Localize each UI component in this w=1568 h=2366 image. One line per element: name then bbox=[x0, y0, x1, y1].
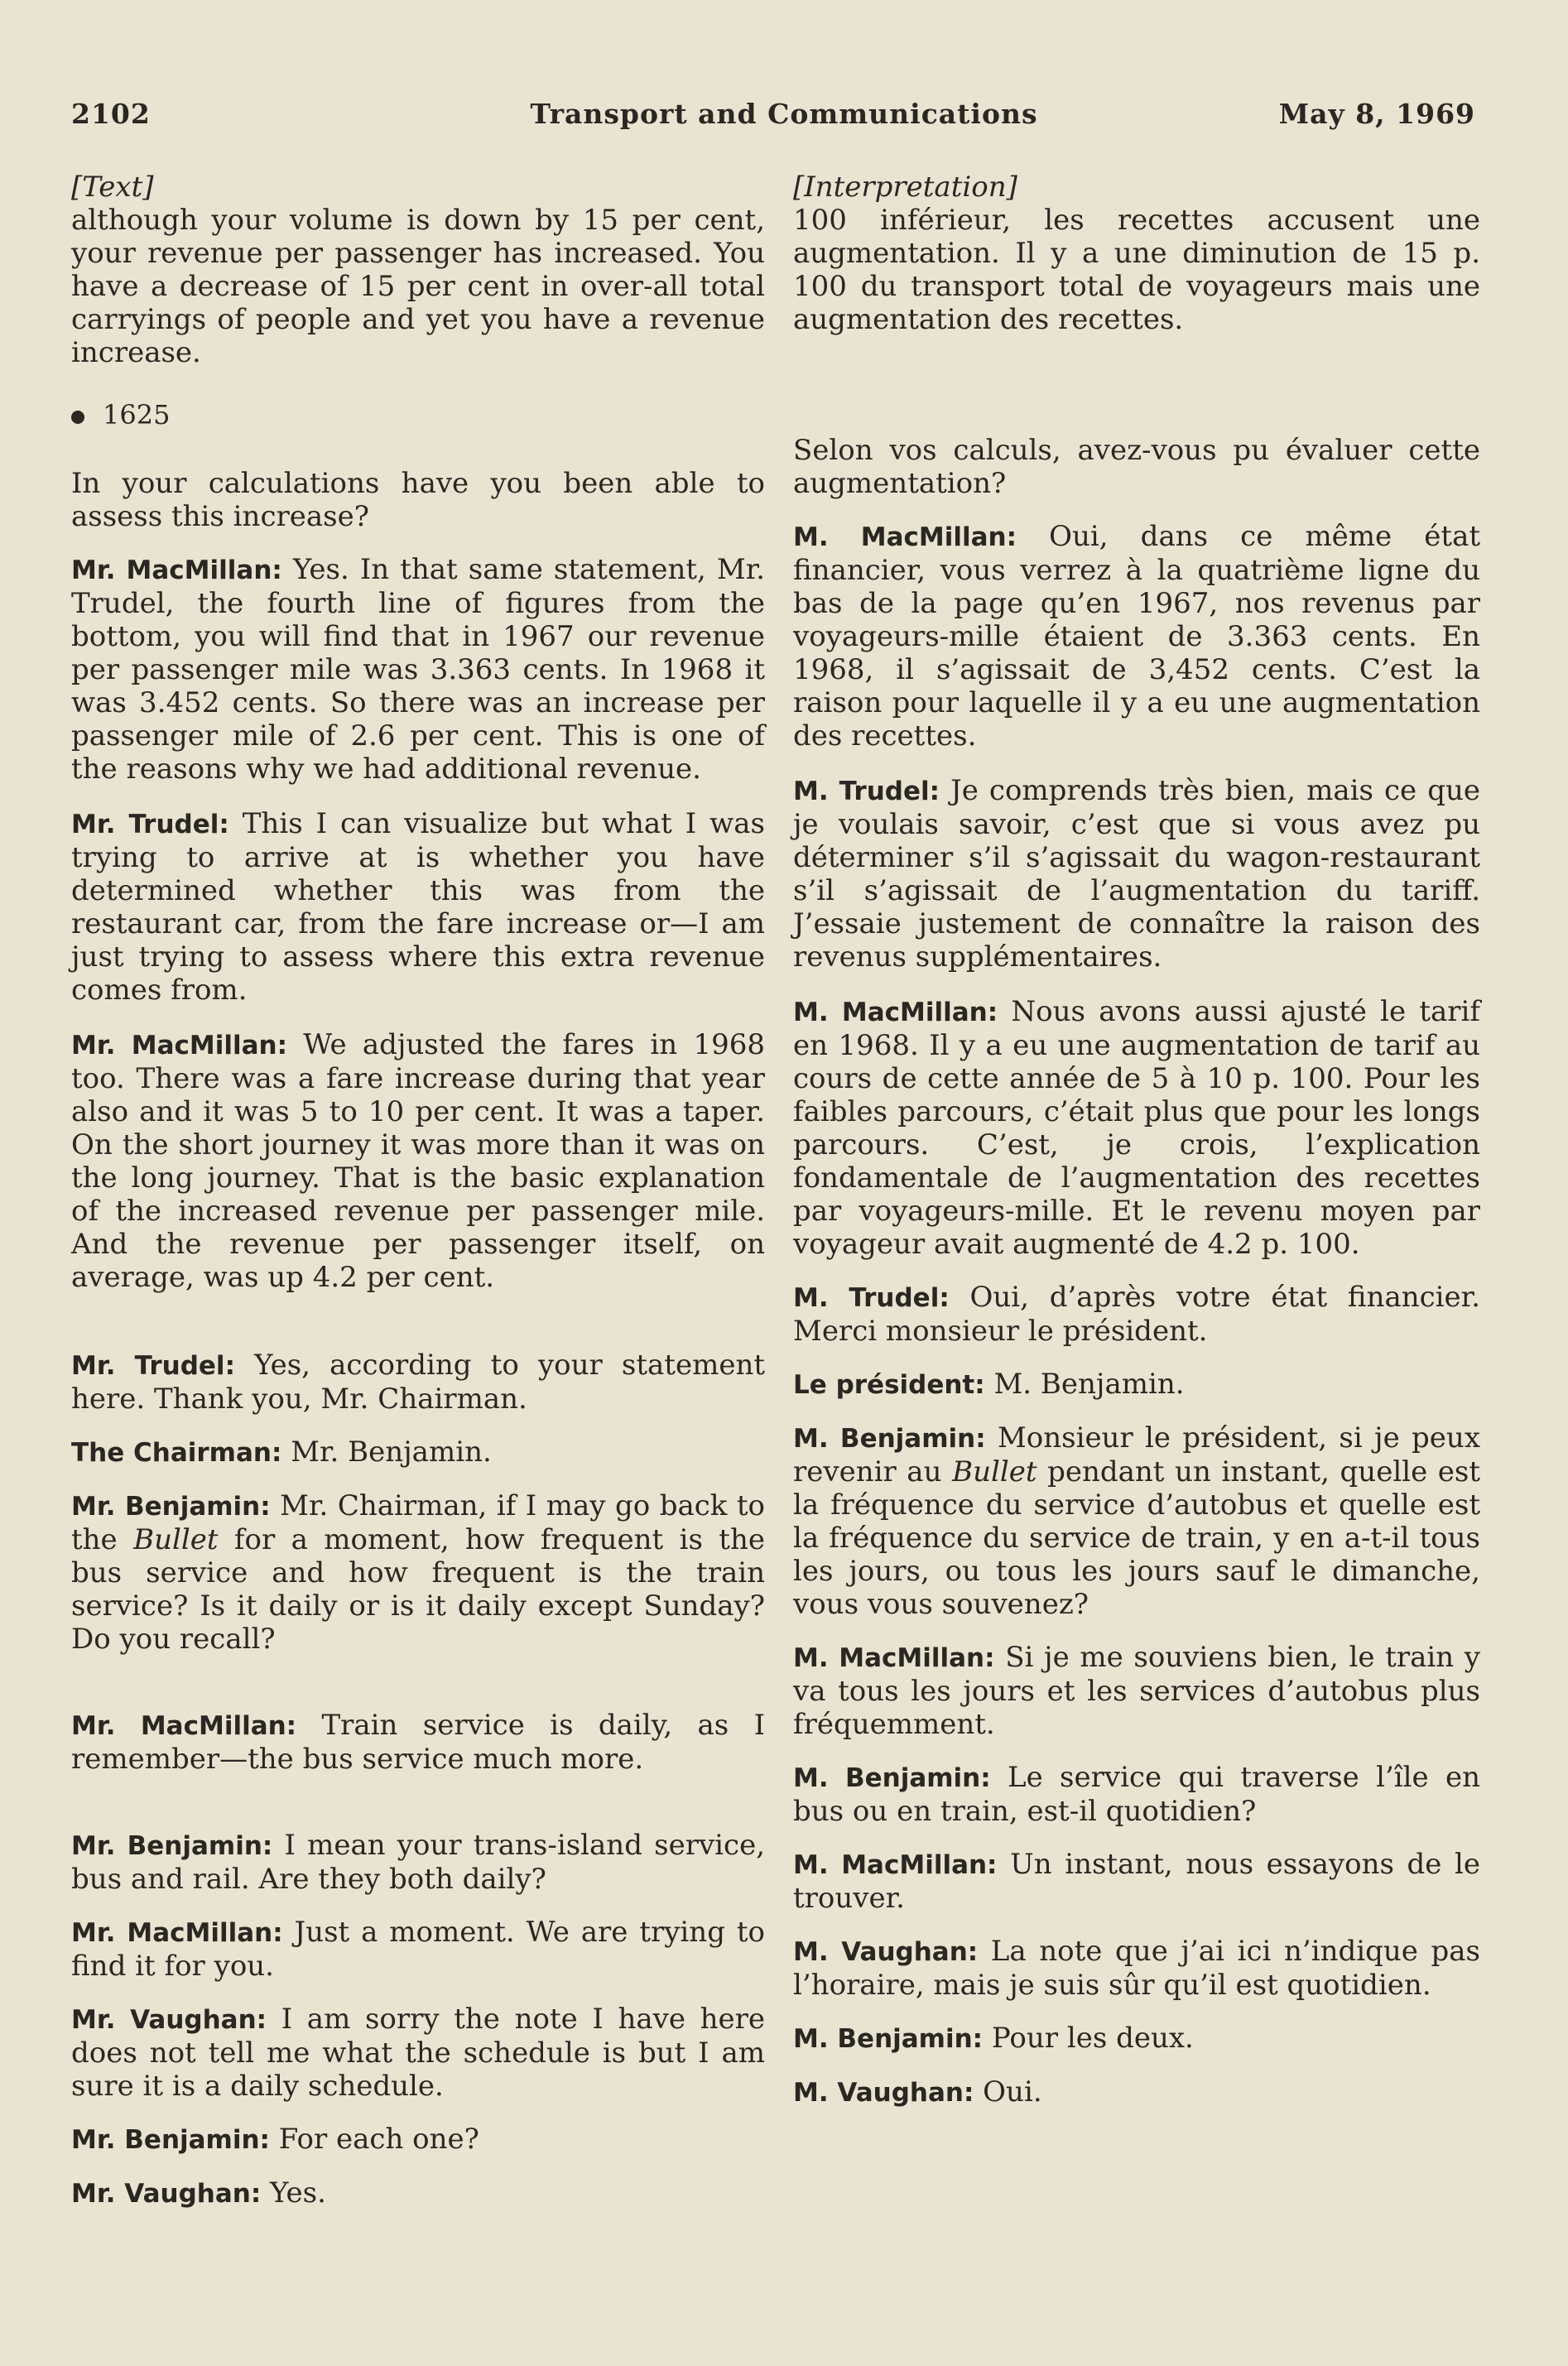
paragraph bbox=[793, 1368, 1480, 1402]
speaker: Mr. MacMillan: bbox=[71, 1031, 287, 1060]
page-number: 2102 bbox=[71, 98, 151, 130]
speaker: Mr. Trudel: bbox=[71, 810, 229, 839]
speaker: Mr. Trudel: bbox=[71, 1351, 235, 1381]
speaker: Mr. Vaughan: bbox=[71, 2179, 262, 2209]
speaker: M. Trudel: bbox=[793, 777, 940, 806]
paragraph bbox=[793, 1641, 1480, 1741]
french-column bbox=[793, 171, 1480, 2109]
paragraph bbox=[793, 995, 1480, 1261]
paragraph bbox=[793, 520, 1480, 753]
paragraph bbox=[71, 807, 765, 1007]
speech: M. Benjamin. bbox=[993, 1368, 1185, 1401]
speaker: Mr. Vaughan: bbox=[71, 2005, 267, 2035]
speaker: Mr. Benjamin: bbox=[71, 2125, 270, 2155]
speech: Mr. Benjamin. bbox=[291, 1435, 492, 1469]
paragraph bbox=[71, 2123, 765, 2157]
paragraph bbox=[71, 1489, 765, 1656]
speech: Nous avons aussi ajusté le tarif en 1968. Il y a eu une augmentation de tarif au cours de cette année de 5 à 10 p. 100. Pour les faibles parcours, c’était plus que pour les longs parcours. C’est, je crois, l’explication fondamentale de l’augmentation des recettes par voyageurs-mille. Et le revenu moyen par voyageur avait augmenté de 4.2 p. 100. bbox=[793, 995, 1480, 1261]
speaker: M. Trudel: bbox=[793, 1283, 950, 1313]
speaker: Mr. MacMillan: bbox=[71, 1918, 283, 1948]
speech: La note que j’ai ici n’indique pas l’horaire, mais je suis sûr qu’il est quotidien. bbox=[793, 1935, 1480, 2002]
speech: Oui, dans ce même état financier, vous verrez à la quatrième ligne du bas de la page qu’en 1967, nos revenus par voyageurs-mille étaient de 3.363 cents. En 1968, il s’agissait de 3,452 cents. C’est la raison pour laquelle il y a eu une augmentation des recettes. bbox=[793, 520, 1480, 753]
paragraph bbox=[793, 1421, 1480, 1621]
speech: This I can visualize but what I was trying to arrive at is whether you have determined whether this was from the restaurant car, from the fare increase or—I am just trying to assess where this extra revenue comes from. bbox=[71, 807, 766, 1007]
page-date: May 8, 1969 bbox=[1278, 98, 1475, 130]
speech: For each one? bbox=[278, 2123, 479, 2156]
title-italic: Bullet bbox=[952, 1455, 1037, 1488]
speaker: M. Vaughan: bbox=[793, 1937, 979, 1967]
english-column bbox=[71, 171, 765, 2210]
speech: Yes. bbox=[270, 2176, 326, 2210]
speaker: M. MacMillan: bbox=[793, 1643, 995, 1673]
speaker: M. Benjamin: bbox=[793, 1763, 991, 1793]
speaker: M. Benjamin: bbox=[793, 1424, 986, 1454]
title-italic: Bullet bbox=[133, 1523, 219, 1556]
paragraph bbox=[71, 1435, 765, 1469]
paragraph bbox=[793, 1848, 1480, 1915]
speech: Je comprends très bien, mais ce que je voulais savoir, c’est que si vous avez pu déterminer s’il s’agissait du wagon-restaurant s’il s’agissait de l’augmentation du tariff. J’essaie justement de connaître la raison des revenus supplémentaires. bbox=[793, 774, 1480, 974]
speaker: M. Vaughan: bbox=[793, 2078, 974, 2108]
speaker: M. MacMillan: bbox=[793, 522, 1017, 552]
paragraph bbox=[71, 1349, 765, 1416]
speech: Oui. bbox=[983, 2075, 1042, 2109]
paragraph bbox=[793, 1935, 1480, 2002]
speech: Yes. In that same statement, Mr. Trudel, the fourth line of figures from the bottom, you will find that in 1967 our revenue per passenger mile was 3.363 cents. In 1968 it was 3.452 cents. So there was an increase per passenger mile of 2.6 per cent. This is one of the reasons why we had additional revenue. bbox=[71, 553, 766, 786]
paragraph bbox=[793, 1761, 1480, 1828]
paragraph bbox=[71, 1028, 765, 1294]
paragraph bbox=[71, 2003, 765, 2103]
paragraph bbox=[71, 2176, 765, 2210]
paragraph: In your calculations have you been able to assess this increase? bbox=[71, 467, 765, 533]
speech: Si je me souviens bien, le train y va tous les jours et les services d’autobus plus fréquemment. bbox=[793, 1641, 1480, 1741]
speaker: M. MacMillan: bbox=[793, 1850, 998, 1880]
speech: We adjusted the fares in 1968 too. There was a fare increase during that year also and it was 5 to 10 per cent. It was a taper. On the short journey it was more than it was on the long journey. That is the basic explanation of the increased revenue per passenger mile. And the revenue per passenger itself, on average, was up 4.2 per cent. bbox=[71, 1028, 765, 1294]
speech: Le service qui traverse l’île en bus ou en train, est-il quotidien? bbox=[793, 1761, 1480, 1828]
speech: Un instant, nous essayons de le trouver. bbox=[793, 1848, 1480, 1915]
speech: for a moment, how frequent is the bus service and how frequent is the train service? Is it daily or is it daily except Sunday? Do you recall? bbox=[71, 1523, 765, 1656]
paragraph bbox=[71, 1709, 765, 1776]
speech: Just a moment. We are trying to find it for you. bbox=[71, 1916, 766, 1983]
speech: pendant un instant, quelle est la fréquence du service d’autobus et quelle est la fréquence du service de train, y en a-t-il tous les jours, ou tous les jours sauf le dimanche, vous vous souvenez? bbox=[793, 1455, 1481, 1621]
speech: Train service is daily, as I remember—the bus service much more. bbox=[71, 1709, 765, 1776]
paragraph bbox=[71, 553, 765, 786]
paragraph bbox=[793, 774, 1480, 974]
speaker: Mr. Benjamin: bbox=[71, 1831, 273, 1861]
speaker: Mr. MacMillan: bbox=[71, 1711, 297, 1741]
speech: I am sorry the note I have here does not tell me what the schedule is but I am sure it is a daily schedule. bbox=[71, 2003, 765, 2103]
paragraph: 100 inférieur, les recettes accusent une augmentation. Il y a une diminution de 15 p. 100 du transport total de voyageurs mais une augmentation des recettes. bbox=[793, 204, 1480, 336]
interpretation-label: [Interpretation] bbox=[793, 171, 1017, 204]
speaker: Le président: bbox=[793, 1370, 985, 1400]
speaker: M. Benjamin: bbox=[793, 2024, 984, 2054]
speech: Monsieur le président, si je peux revenir au bbox=[793, 1421, 1480, 1488]
speech: Yes, according to your statement here. Thank you, Mr. Chairman. bbox=[71, 1349, 766, 1416]
paragraph bbox=[71, 1829, 765, 1896]
speaker: Mr. MacMillan: bbox=[71, 555, 282, 585]
page-marker bbox=[71, 399, 170, 430]
paragraph bbox=[793, 1281, 1480, 1348]
paragraph bbox=[71, 1916, 765, 1983]
paragraph bbox=[793, 2075, 1480, 2109]
text-label: [Text] bbox=[71, 171, 154, 204]
speaker: The Chairman: bbox=[71, 1438, 282, 1468]
marker-spacer bbox=[71, 369, 765, 467]
speech: Mr. Chairman, if I may go back to the bbox=[71, 1489, 766, 1556]
marker-spacer bbox=[793, 336, 1480, 434]
bullet-icon bbox=[71, 411, 84, 424]
speaker: Mr. Benjamin: bbox=[71, 1492, 271, 1522]
speech: I mean your trans-island service, bus and rail. Are they both daily? bbox=[71, 1829, 766, 1896]
speech: Oui, d’après votre état financier. Merci monsieur le président. bbox=[793, 1281, 1480, 1348]
paragraph: Selon vos calculs, avez-vous pu évaluer cette augmentation? bbox=[793, 434, 1480, 500]
paragraph: although your volume is down by 15 per cent, your revenue per passenger has increased. You have a decrease of 15 per cent in over-all total carryings of people and yet you have a revenue increase. bbox=[71, 204, 765, 369]
marker-number: 1625 bbox=[103, 399, 171, 430]
speech: Pour les deux. bbox=[991, 2022, 1194, 2055]
paragraph bbox=[793, 2022, 1480, 2056]
speaker: M. MacMillan: bbox=[793, 998, 998, 1027]
running-title: Transport and Communications bbox=[530, 98, 1038, 130]
